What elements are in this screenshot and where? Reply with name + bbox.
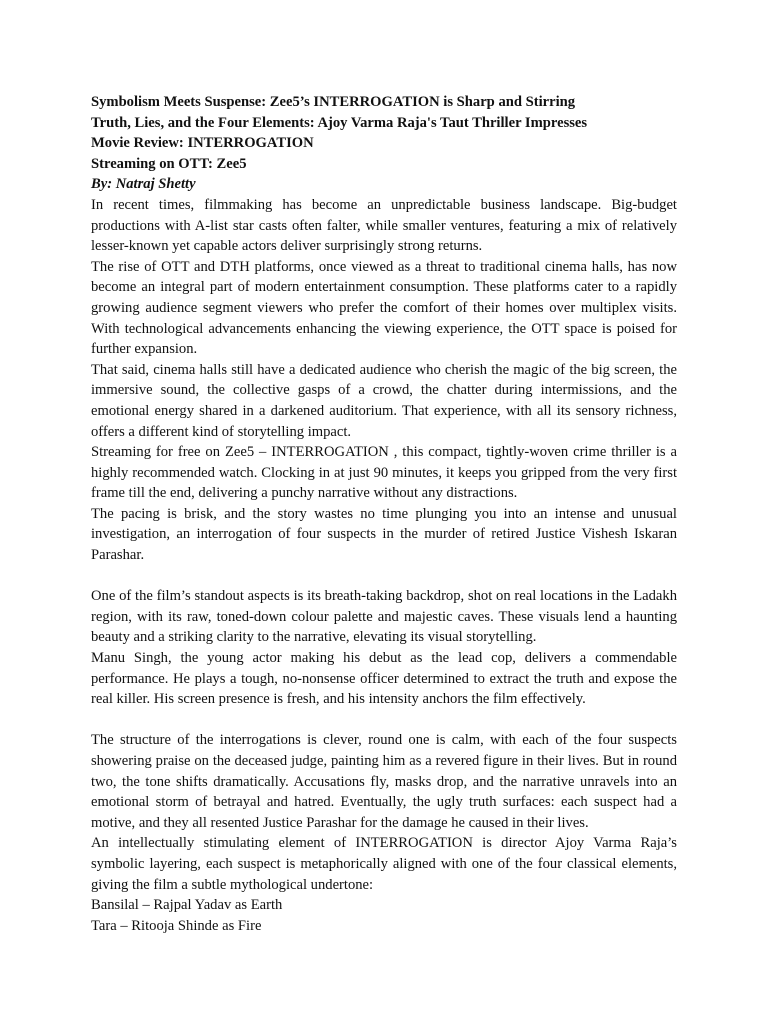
paragraph: That said, cinema halls still have a dedicated audience who cherish the magic of the big screen, the immersive sound, the collective gasps of a crowd, the chatter during intermissions, and the emotional energy shared in a darkened auditorium. That experience, with all its sensory richness, offers a different kind of storytelling impact.: [91, 361, 677, 440]
headline-title: Symbolism Meets Suspense: Zee5’s INTERROGATION is Sharp and Stirring: [91, 94, 576, 110]
paragraph: Streaming for free on Zee5 – INTERROGATION , this compact, tightly-woven crime thriller is a highly recommended watch. Clocking in at just 90 minutes, it keeps you gripped from the very first frame till the end, delivering a punchy narrative without any distractions.: [91, 444, 677, 502]
paragraph: The rise of OTT and DTH platforms, once viewed as a threat to traditional cinema halls, has now become an integral part of modern entertainment consumption. These platforms cater to a rapidly growing audience segment viewers who prefer the comfort of their homes over multiplex visits. With technological advancements enhancing the viewing experience, the OTT space is poised for further expansion.: [91, 258, 677, 358]
paragraph: The pacing is brisk, and the story wastes no time plunging you into an intense and unusual investigation, an interrogation of four suspects in the murder of retired Justice Vishesh Iskaran Parashar.: [91, 505, 677, 564]
paragraph-spacer: [91, 710, 677, 731]
cast-list-item: Bansilal – Rajpal Yadav as Earth: [91, 897, 283, 914]
paragraph: Manu Singh, the young actor making his debut as the lead cop, delivers a commendable performance. He plays a tough, no-nonsense officer determined to extract the truth and expose the real killer. His screen presence is fresh, and his intensity anchors the film effectively.: [91, 650, 677, 708]
cast-list-item: Tara – Ritooja Shinde as Fire: [91, 917, 262, 934]
paragraph: The structure of the interrogations is clever, round one is calm, with each of the four suspects showering praise on the deceased judge, painting him as a revered figure in their lives. But in round two, the tone shifts dramatically. Accusations fly, masks drop, and the narrative unravels into an emotional storm of betrayal and hatred. Eventually, the ugly truth surfaces: each suspect had a motive, and they all resented Justice Parashar for the damage he caused in their lives.: [91, 732, 677, 831]
review-label: Movie Review: INTERROGATION: [91, 135, 314, 152]
author-byline: By: Natraj Shetty: [91, 176, 196, 193]
paragraph: One of the film’s standout aspects is its breath-taking backdrop, shot on real locations in the Ladakh region, with its raw, toned-down colour palette and majestic caves. These visuals lend a haunting beauty and a striking clarity to the narrative, elevating its visual storytelling.: [91, 588, 677, 646]
document-page: [91, 92, 677, 936]
paragraph-spacer: [91, 566, 677, 587]
paragraph: In recent times, filmmaking has become an unpredictable business landscape. Big-budget productions with A-list star casts often falter, while smaller ventures, featuring a mix of relatively lesser-known yet capable actors deliver surprisingly strong returns.: [91, 196, 677, 255]
headline-subtitle: Truth, Lies, and the Four Elements: Ajoy Varma Raja's Taut Thriller Impresses: [91, 114, 588, 131]
paragraph: An intellectually stimulating element of INTERROGATION is director Ajoy Varma Raja’s symbolic layering, each suspect is metaphorically aligned with one of the four classical elements, giving the film a subtle mythological undertone:: [91, 835, 677, 893]
streaming-label: Streaming on OTT: Zee5: [91, 155, 247, 172]
